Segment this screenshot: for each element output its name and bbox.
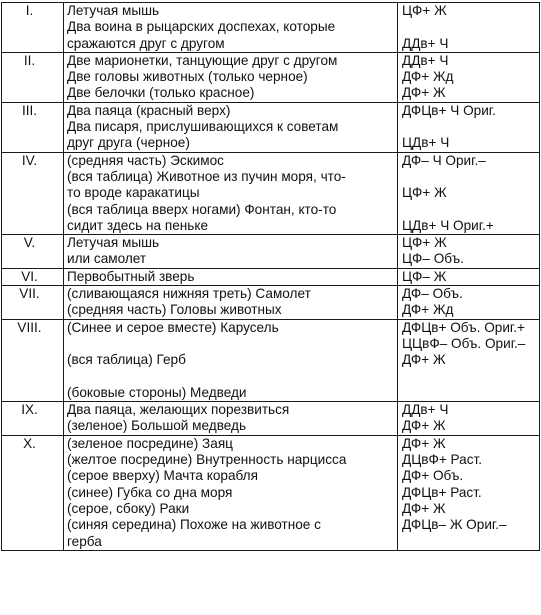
scoring-cell [398, 52, 540, 102]
response-line: (средняя часть) Эскимос [67, 152, 224, 168]
response-line [67, 369, 397, 385]
scoring-code: ДЦвФ+ Раст. [402, 452, 483, 468]
response-cell [64, 3, 398, 53]
scoring-code: ДФ+ Жд [402, 302, 454, 318]
card-number: IX. [21, 402, 38, 418]
table-row [2, 3, 540, 53]
scoring-code [402, 534, 539, 550]
scoring-code: ЦЦвФ– Объ. Ориг.– [402, 335, 526, 351]
card-number: VI. [21, 268, 38, 284]
response-line: (зеленое) Большой медведь [67, 418, 247, 434]
table-row [2, 286, 540, 320]
table-row [2, 402, 540, 436]
table-row [2, 268, 540, 285]
card-number-cell [2, 235, 64, 269]
scoring-code [402, 119, 539, 135]
scoring-code: ДФ+ Ж [402, 500, 446, 516]
response-line: Два паяца (красный верх) [67, 102, 231, 118]
response-line: Первобытный зверь [67, 268, 195, 284]
response-line: Два писаря, прислушивающихся к советам [67, 119, 339, 135]
scoring-code: ДФЦв+ Ч Ориг. [402, 102, 496, 118]
card-number: VII. [19, 286, 40, 302]
response-line: Летучая мышь [67, 3, 160, 18]
response-line: сражаются друг с другом [67, 35, 225, 51]
response-line: Две марионетки, танцующие друг с другом [67, 52, 338, 68]
scoring-cell [398, 286, 540, 320]
response-cell [64, 435, 398, 550]
response-cell [64, 402, 398, 436]
response-cell [64, 319, 398, 401]
response-line: (вся таблица) Герб [67, 352, 186, 368]
response-line: (средняя часть) Головы животных [67, 302, 282, 318]
scoring-code: ДДв+ Ч [402, 52, 449, 68]
response-line: (серое вверху) Мачта корабля [67, 468, 258, 484]
scoring-code: ДФЦв+ Раст. [402, 484, 482, 500]
scoring-code: ДФ+ Ж [402, 352, 446, 368]
scoring-cell [398, 268, 540, 285]
scoring-cell [398, 319, 540, 401]
card-number-cell [2, 319, 64, 401]
card-number: IV. [21, 152, 38, 168]
response-line: Два паяца, желающих порезвиться [67, 402, 290, 418]
response-line: (синяя середина) Похоже на животное с [67, 517, 321, 533]
response-line: Две головы животных (только черное) [67, 69, 308, 85]
scoring-code: ДФ– Объ. [402, 286, 463, 302]
scoring-code: ДФ– Ч Ориг.– [402, 152, 486, 168]
scoring-code [402, 169, 539, 185]
card-number: II. [23, 52, 36, 68]
scoring-code [402, 19, 539, 35]
scoring-cell [398, 3, 540, 53]
card-number-cell [2, 268, 64, 285]
response-line: Две белочки (только красное) [67, 85, 255, 101]
protocol-table-body [2, 3, 540, 551]
scoring-code: ДДв+ Ч [402, 402, 449, 418]
response-line: друг друга (черное) [67, 135, 190, 151]
card-number-cell [2, 435, 64, 550]
scoring-code: ДФЦв– Ж Ориг.– [402, 517, 507, 533]
scoring-code [402, 202, 539, 218]
response-line: или самолет [67, 251, 147, 267]
scoring-code: ЦФ+ Ж [402, 3, 447, 18]
card-number-cell [2, 152, 64, 234]
card-number-cell [2, 102, 64, 152]
scoring-code: ЦФ+ Ж [402, 185, 447, 201]
response-line: (вся таблица вверх ногами) Фонтан, кто-то [67, 201, 337, 217]
response-cell [64, 286, 398, 320]
card-number-cell [2, 3, 64, 53]
response-line: то вроде каракатицы [67, 185, 200, 201]
scoring-code [402, 369, 539, 385]
response-line: (вся таблица) Животное из пучин моря, что- [67, 168, 346, 184]
card-number: V. [23, 235, 36, 251]
response-cell [64, 235, 398, 269]
scoring-cell [398, 235, 540, 269]
response-cell [64, 102, 398, 152]
card-number: III. [21, 102, 38, 118]
scoring-code: ДФ+ Объ. [402, 468, 464, 484]
card-number: X. [23, 435, 36, 451]
response-cell [64, 268, 398, 285]
table-row [2, 435, 540, 550]
card-number-cell [2, 52, 64, 102]
scoring-code [402, 385, 539, 401]
scoring-code: ЦФ– Ж [402, 268, 447, 284]
response-line: (серое, сбоку) Раки [67, 500, 190, 516]
scoring-code: ДФ+ Ж [402, 418, 446, 434]
response-line: (сливающаяся нижняя треть) Самолет [67, 286, 311, 302]
scoring-cell [398, 102, 540, 152]
scoring-code: ЦДв+ Ч [402, 135, 450, 151]
table-row [2, 52, 540, 102]
table-row [2, 319, 540, 401]
table-row [2, 235, 540, 269]
card-number: VIII. [17, 319, 42, 335]
card-number: I. [25, 3, 34, 18]
scoring-code: ЦДв+ Ч Ориг.+ [402, 217, 494, 233]
scoring-code: ЦФ– Объ. [402, 251, 464, 267]
table-row [2, 102, 540, 152]
response-line: Летучая мышь [67, 235, 160, 251]
scoring-cell [398, 152, 540, 234]
scoring-code: ДФ+ Ж [402, 85, 446, 101]
scoring-code: ДФ+ Жд [402, 69, 454, 85]
scoring-code: ДФ+ Ж [402, 435, 446, 451]
scoring-cell [398, 402, 540, 436]
scoring-cell [398, 435, 540, 550]
response-line: (боковые стороны) Медведи [67, 384, 247, 400]
response-line: (синее) Губка со дна моря [67, 484, 233, 500]
response-cell [64, 52, 398, 102]
scoring-code: ДДв+ Ч [402, 35, 449, 51]
card-number-cell [2, 286, 64, 320]
response-line: (зеленое посредине) Заяц [67, 435, 233, 451]
response-line: сидит здесь на пеньке [67, 217, 209, 233]
response-line: (желтое посредине) Внутренность нарцисса [67, 452, 347, 468]
scoring-code: ЦФ+ Ж [402, 235, 447, 251]
response-line [67, 336, 397, 352]
response-line: герба [67, 533, 102, 549]
response-line: (Синее и серое вместе) Карусель [67, 319, 279, 335]
protocol-table [1, 2, 540, 551]
response-line: Два воина в рыцарских доспехах, которые [67, 19, 336, 35]
card-number-cell [2, 402, 64, 436]
scoring-code: ДФЦв+ Объ. Ориг.+ [402, 319, 525, 335]
table-row [2, 152, 540, 234]
response-cell [64, 152, 398, 234]
